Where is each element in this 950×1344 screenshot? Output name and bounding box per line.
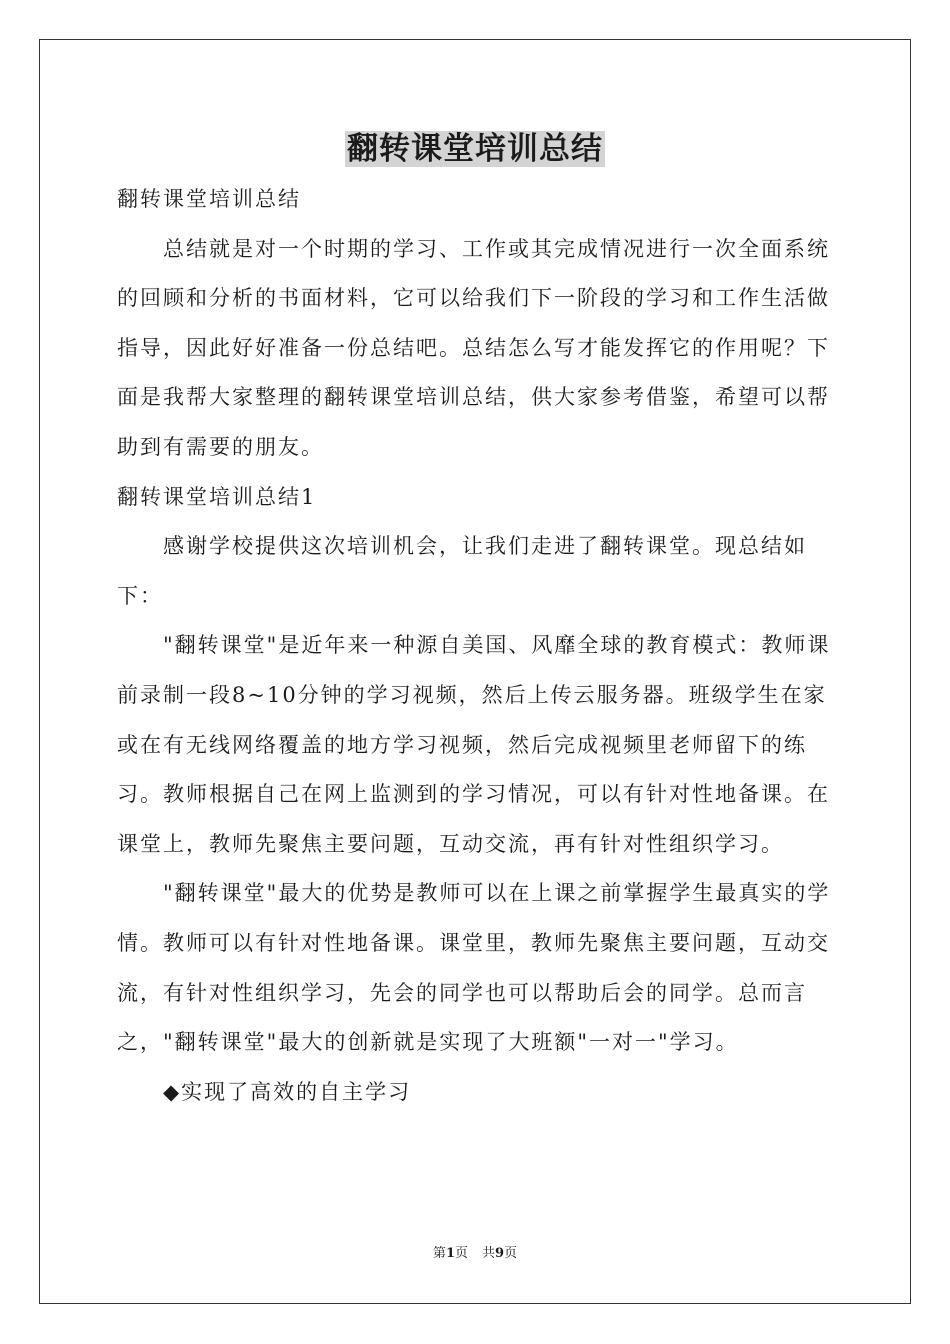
document-title xyxy=(0,125,950,173)
body-paragraph: 感谢学校提供这次培训机会，让我们走进了翻转课堂。现总结如下： xyxy=(117,534,807,608)
section-heading-1: 翻转课堂培训总结1 xyxy=(117,484,317,509)
page-current-number: 1 xyxy=(445,1246,455,1261)
page-total-number: 9 xyxy=(495,1246,505,1261)
total-suffix: 页 xyxy=(504,1246,518,1261)
page-prefix: 第 xyxy=(432,1246,446,1261)
document-title-text: 翻转课堂培训总结 xyxy=(347,131,603,167)
page-footer xyxy=(0,1244,950,1264)
document-body xyxy=(117,175,837,1117)
page-suffix: 页 xyxy=(454,1246,468,1261)
body-paragraph: "翻转课堂"是近年来一种源自美国、风靡全球的教育模式：教师课前录制一段8~10分钟的学习视频，然后上传云服务器。班级学生在家或在有无线网络覆盖的地方学习视频，然后完成视频里老师留下的练习。教师根据自己在网上监测到的学习情况，可以有针对性地备课。在课堂上，教师先聚焦主要问题，互动交流，再有针对性组织学习。 xyxy=(117,633,831,856)
intro-paragraph: 总结就是对一个时期的学习、工作或其完成情况进行一次全面系统的回顾和分析的书面材料，它可以给我们下一阶段的学习和工作生活做指导，因此好好准备一份总结吧。总结怎么写才能发挥它的作用呢？下面是我帮大家整理的翻转课堂培训总结，供大家参考借鉴，希望可以帮助到有需要的朋友。 xyxy=(117,236,830,459)
section-heading: 翻转课堂培训总结 xyxy=(117,187,301,211)
total-prefix: 共 xyxy=(482,1246,496,1261)
body-paragraph: "翻转课堂"最大的优势是教师可以在上课之前掌握学生最真实的学情。教师可以有针对性地备课。课堂里，教师先聚焦主要问题，互动交流，有针对性组织学习，先会的同学也可以帮助后会的同学。总而言之，"翻转课堂"最大的创新就是实现了大班额"一对一"学习。 xyxy=(117,881,831,1055)
bullet-heading: ◆实现了高效的自主学习 xyxy=(163,1079,412,1104)
